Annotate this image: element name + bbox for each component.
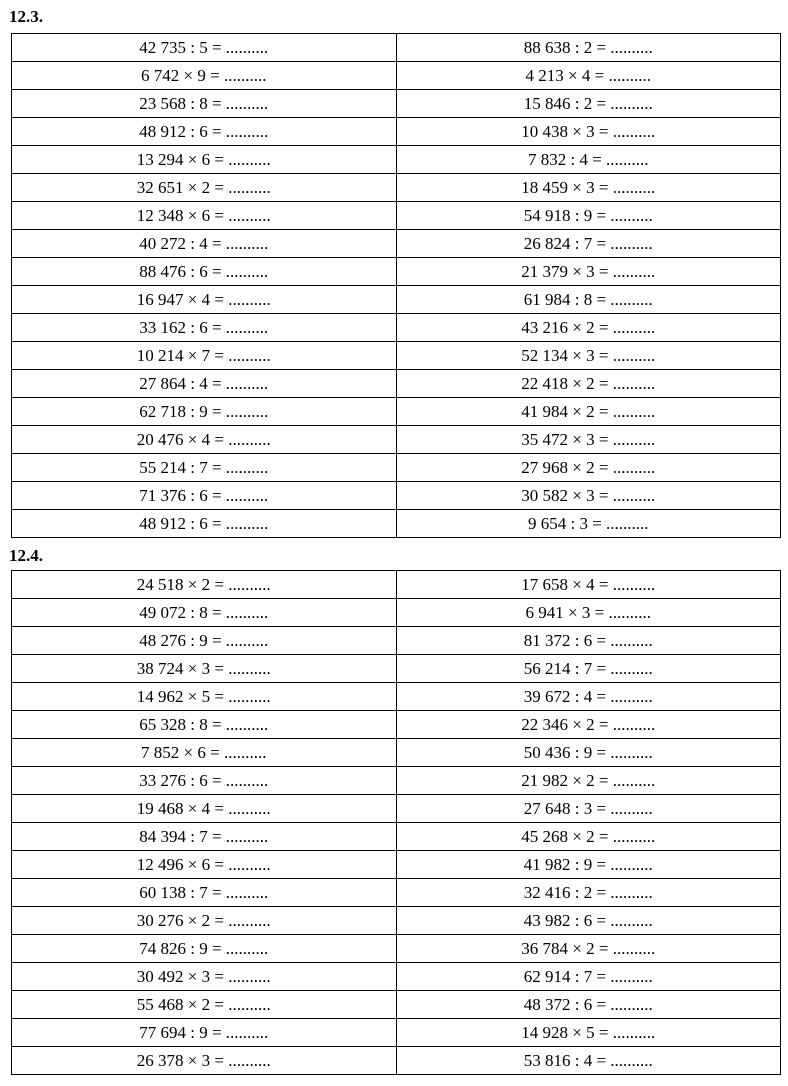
section-title-12-4: 12.4.: [9, 546, 43, 565]
exercise-cell-right: 52 134 × 3 = ..........: [396, 342, 781, 370]
exercise-cell-left: 13 294 × 6 = ..........: [12, 146, 397, 174]
exercise-cell-right: 61 984 : 8 = ..........: [396, 286, 781, 314]
table-row: [12, 90, 781, 118]
exercise-cell-right: 27 968 × 2 = ..........: [396, 454, 781, 482]
table-row: [12, 370, 781, 398]
section-title-12-3: 12.3.: [9, 7, 43, 26]
exercise-cell-left: 14 962 × 5 = ..........: [12, 683, 397, 711]
exercise-cell-right: 4 213 × 4 = ..........: [396, 62, 781, 90]
exercise-cell-right: 22 346 × 2 = ..........: [396, 711, 781, 739]
exercise-cell-right: 26 824 : 7 = ..........: [396, 230, 781, 258]
exercise-cell-left: 49 072 : 8 = ..........: [12, 599, 397, 627]
exercise-cell-right: 15 846 : 2 = ..........: [396, 90, 781, 118]
exercise-cell-right: 45 268 × 2 = ..........: [396, 823, 781, 851]
exercise-cell-right: 54 918 : 9 = ..........: [396, 202, 781, 230]
exercise-table-12-3: [11, 33, 781, 538]
table-row: [12, 118, 781, 146]
exercise-cell-right: 43 216 × 2 = ..........: [396, 314, 781, 342]
table-row: [12, 963, 781, 991]
exercise-cell-left: 24 518 × 2 = ..........: [12, 571, 397, 599]
table-row: [12, 795, 781, 823]
exercise-cell-right: 10 438 × 3 = ..........: [396, 118, 781, 146]
exercise-cell-right: 56 214 : 7 = ..........: [396, 655, 781, 683]
table-row: [12, 398, 781, 426]
exercise-cell-left: 71 376 : 6 = ..........: [12, 482, 397, 510]
exercise-cell-left: 23 568 : 8 = ..........: [12, 90, 397, 118]
exercise-cell-left: 12 496 × 6 = ..........: [12, 851, 397, 879]
exercise-cell-left: 77 694 : 9 = ..........: [12, 1019, 397, 1047]
exercise-cell-right: 53 816 : 4 = ..........: [396, 1047, 781, 1075]
table-row: [12, 935, 781, 963]
exercise-cell-right: 88 638 : 2 = ..........: [396, 34, 781, 62]
table-row: [12, 599, 781, 627]
exercise-cell-left: 60 138 : 7 = ..........: [12, 879, 397, 907]
exercise-cell-left: 48 912 : 6 = ..........: [12, 118, 397, 146]
exercise-cell-right: 32 416 : 2 = ..........: [396, 879, 781, 907]
exercise-cell-right: 21 982 × 2 = ..........: [396, 767, 781, 795]
table-row: [12, 482, 781, 510]
exercise-cell-left: 26 378 × 3 = ..........: [12, 1047, 397, 1075]
table-row: [12, 62, 781, 90]
exercise-cell-right: 9 654 : 3 = ..........: [396, 510, 781, 538]
table-row: [12, 454, 781, 482]
table-row: [12, 202, 781, 230]
table-row: [12, 991, 781, 1019]
exercise-cell-left: 27 864 : 4 = ..........: [12, 370, 397, 398]
exercise-cell-right: 48 372 : 6 = ..........: [396, 991, 781, 1019]
table-row: [12, 146, 781, 174]
exercise-cell-right: 30 582 × 3 = ..........: [396, 482, 781, 510]
exercise-cell-right: 41 982 : 9 = ..........: [396, 851, 781, 879]
table-row: [12, 739, 781, 767]
exercise-cell-left: 84 394 : 7 = ..........: [12, 823, 397, 851]
exercise-cell-left: 30 276 × 2 = ..........: [12, 907, 397, 935]
table-row: [12, 342, 781, 370]
table-row: [12, 655, 781, 683]
exercise-table-12-4: [11, 570, 781, 1075]
exercise-cell-left: 32 651 × 2 = ..........: [12, 174, 397, 202]
exercise-cell-left: 20 476 × 4 = ..........: [12, 426, 397, 454]
table-row: [12, 711, 781, 739]
table-row: [12, 907, 781, 935]
exercise-cell-left: 30 492 × 3 = ..........: [12, 963, 397, 991]
table-row: [12, 683, 781, 711]
table-row: [12, 230, 781, 258]
exercise-cell-right: 27 648 : 3 = ..........: [396, 795, 781, 823]
exercise-cell-left: 48 276 : 9 = ..........: [12, 627, 397, 655]
exercise-cell-right: 62 914 : 7 = ..........: [396, 963, 781, 991]
exercise-cell-right: 81 372 : 6 = ..........: [396, 627, 781, 655]
exercise-cell-right: 41 984 × 2 = ..........: [396, 398, 781, 426]
table-row: [12, 286, 781, 314]
table-row: [12, 426, 781, 454]
exercise-cell-right: 36 784 × 2 = ..........: [396, 935, 781, 963]
exercise-cell-left: 16 947 × 4 = ..........: [12, 286, 397, 314]
exercise-cell-left: 74 826 : 9 = ..........: [12, 935, 397, 963]
exercise-cell-left: 19 468 × 4 = ..........: [12, 795, 397, 823]
exercise-cell-right: 21 379 × 3 = ..........: [396, 258, 781, 286]
table-row: [12, 1019, 781, 1047]
exercise-cell-left: 65 328 : 8 = ..........: [12, 711, 397, 739]
exercise-cell-left: 6 742 × 9 = ..........: [12, 62, 397, 90]
table-row: [12, 174, 781, 202]
exercise-cell-left: 62 718 : 9 = ..........: [12, 398, 397, 426]
table-row: [12, 767, 781, 795]
exercise-cell-left: 33 162 : 6 = ..........: [12, 314, 397, 342]
exercise-cell-left: 88 476 : 6 = ..........: [12, 258, 397, 286]
exercise-cell-right: 22 418 × 2 = ..........: [396, 370, 781, 398]
table-row: [12, 851, 781, 879]
table-row: [12, 314, 781, 342]
exercise-cell-right: 39 672 : 4 = ..........: [396, 683, 781, 711]
exercise-cell-right: 14 928 × 5 = ..........: [396, 1019, 781, 1047]
table-row: [12, 879, 781, 907]
exercise-cell-right: 43 982 : 6 = ..........: [396, 907, 781, 935]
exercise-cell-left: 12 348 × 6 = ..........: [12, 202, 397, 230]
exercise-cell-left: 10 214 × 7 = ..........: [12, 342, 397, 370]
exercise-cell-right: 18 459 × 3 = ..........: [396, 174, 781, 202]
exercise-cell-right: 7 832 : 4 = ..........: [396, 146, 781, 174]
exercise-cell-left: 33 276 : 6 = ..........: [12, 767, 397, 795]
exercise-cell-left: 40 272 : 4 = ..........: [12, 230, 397, 258]
exercise-cell-left: 55 214 : 7 = ..........: [12, 454, 397, 482]
table-row: [12, 258, 781, 286]
table-row: [12, 34, 781, 62]
table-row: [12, 1047, 781, 1075]
exercise-cell-right: 6 941 × 3 = ..........: [396, 599, 781, 627]
exercise-cell-right: 50 436 : 9 = ..........: [396, 739, 781, 767]
table-row: [12, 571, 781, 599]
exercise-cell-right: 17 658 × 4 = ..........: [396, 571, 781, 599]
exercise-cell-left: 7 852 × 6 = ..........: [12, 739, 397, 767]
exercise-cell-left: 42 735 : 5 = ..........: [12, 34, 397, 62]
exercise-cell-left: 38 724 × 3 = ..........: [12, 655, 397, 683]
table-row: [12, 510, 781, 538]
exercise-cell-right: 35 472 × 3 = ..........: [396, 426, 781, 454]
table-row: [12, 627, 781, 655]
table-row: [12, 823, 781, 851]
exercise-cell-left: 55 468 × 2 = ..........: [12, 991, 397, 1019]
exercise-cell-left: 48 912 : 6 = ..........: [12, 510, 397, 538]
